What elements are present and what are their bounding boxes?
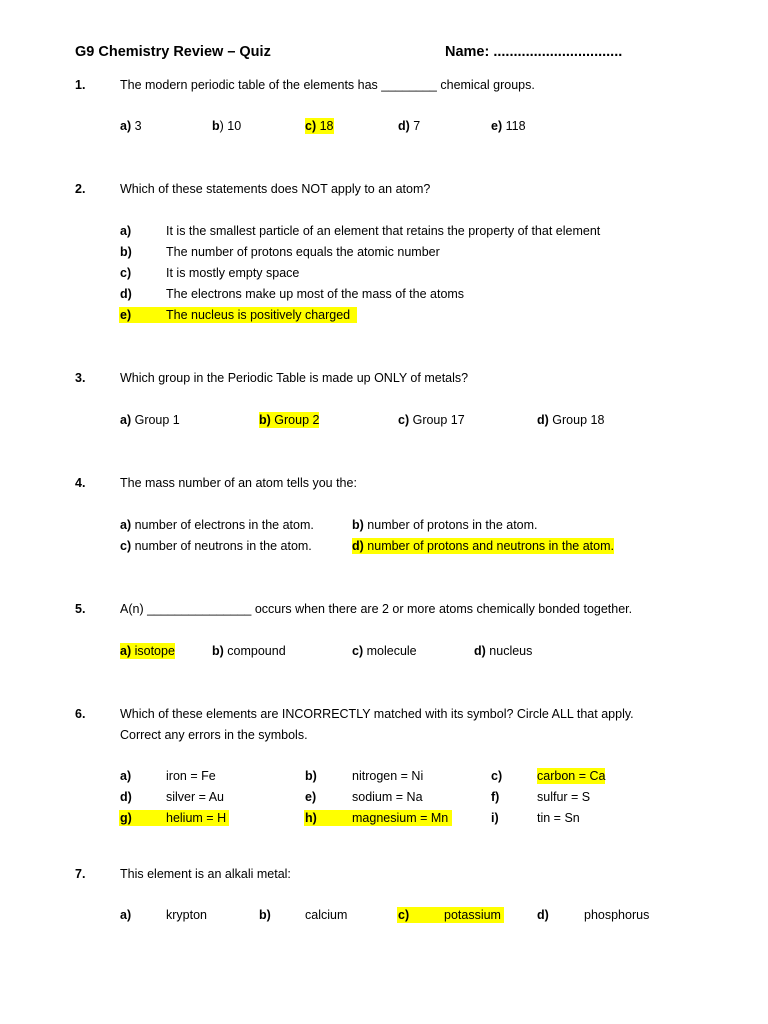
option-text: The electrons make up most of the mass of the atoms — [166, 287, 465, 301]
option-label: e) — [120, 308, 132, 322]
option-e: e) 118 — [491, 119, 526, 133]
question-number: 3. — [75, 371, 86, 385]
option-label: b) — [305, 769, 317, 783]
option-text: helium = H — [166, 811, 227, 825]
option-text: potassium — [444, 908, 501, 922]
option-a: a) Group 1 — [120, 413, 180, 427]
question-text-line2: Correct any errors in the symbols. — [120, 728, 308, 742]
option-d: d) nucleus — [474, 644, 533, 658]
option-label: i) — [491, 811, 499, 825]
option-label: d) — [537, 908, 549, 922]
option-label: e) — [305, 790, 317, 804]
option-text: krypton — [166, 908, 207, 922]
option-text-highlighted: carbon = Ca — [537, 769, 606, 783]
option-text: phosphorus — [584, 908, 650, 922]
question-text: Which of these elements are INCORRECTLY matched with its symbol? Circle ALL that apply. — [120, 707, 634, 721]
question-text: Which group in the Periodic Table is made up ONLY of metals? — [120, 371, 469, 385]
option-c: c) Group 17 — [398, 413, 465, 427]
option-b-highlighted: b) Group 2 — [259, 413, 320, 427]
option-text: sulfur = S — [537, 790, 591, 804]
option-c: c) number of neutrons in the atom. — [120, 539, 312, 553]
option-label: d) — [120, 287, 132, 301]
option-text: The nucleus is positively charged — [166, 308, 351, 322]
question-text: A(n) _______________ occurs when there are 2 or more atoms chemically bonded together. — [120, 602, 633, 616]
option-label: c) — [120, 266, 132, 280]
name-field-label: Name: ................................ — [445, 44, 623, 60]
option-d-highlighted: d) number of protons and neutrons in the atom. — [352, 539, 614, 553]
option-text: sodium = Na — [352, 790, 423, 804]
question-number: 1. — [75, 78, 86, 92]
option-text: It is mostly empty space — [166, 266, 300, 280]
option-label: c) — [491, 769, 503, 783]
question-number: 5. — [75, 602, 86, 616]
question-number: 4. — [75, 476, 86, 490]
option-d: d) Group 18 — [537, 413, 605, 427]
option-text: tin = Sn — [537, 811, 580, 825]
question-number: 7. — [75, 867, 86, 881]
question-text: This element is an alkali metal: — [120, 867, 291, 881]
option-label: d) — [120, 790, 132, 804]
option-b: b) compound — [212, 644, 286, 658]
option-text: magnesium = Mn — [352, 811, 449, 825]
option-b: b) 10 — [212, 119, 242, 133]
option-label: f) — [491, 790, 500, 804]
question-number: 2. — [75, 182, 86, 196]
question-text: The modern periodic table of the elements has ________ chemical groups. — [120, 78, 535, 92]
option-a: a) number of electrons in the atom. — [120, 518, 314, 532]
option-text: calcium — [305, 908, 348, 922]
option-d: d) 7 — [398, 119, 421, 133]
option-b: b) number of protons in the atom. — [352, 518, 538, 532]
option-text: It is the smallest particle of an element that retains the property of that element — [166, 224, 601, 238]
option-label: a) — [120, 769, 132, 783]
option-label: h) — [305, 811, 317, 825]
option-label: a) — [120, 224, 132, 238]
question-number: 6. — [75, 707, 86, 721]
option-c-highlighted: c) 18 — [305, 119, 334, 133]
option-text: nitrogen = Ni — [352, 769, 424, 783]
question-text: Which of these statements does NOT apply to an atom? — [120, 182, 431, 196]
option-text: silver = Au — [166, 790, 225, 804]
option-a: a) 3 — [120, 119, 142, 133]
page-title: G9 Chemistry Review – Quiz — [75, 44, 271, 60]
option-label: a) — [120, 908, 132, 922]
option-a-highlighted: a) isotope — [120, 644, 175, 658]
option-text: iron = Fe — [166, 769, 216, 783]
option-label: b) — [259, 908, 271, 922]
option-label: g) — [120, 811, 132, 825]
option-c: c) molecule — [352, 644, 417, 658]
option-label: c) — [398, 908, 410, 922]
option-label: b) — [120, 245, 132, 259]
question-text: The mass number of an atom tells you the: — [120, 476, 357, 490]
option-text: The number of protons equals the atomic number — [166, 245, 440, 259]
